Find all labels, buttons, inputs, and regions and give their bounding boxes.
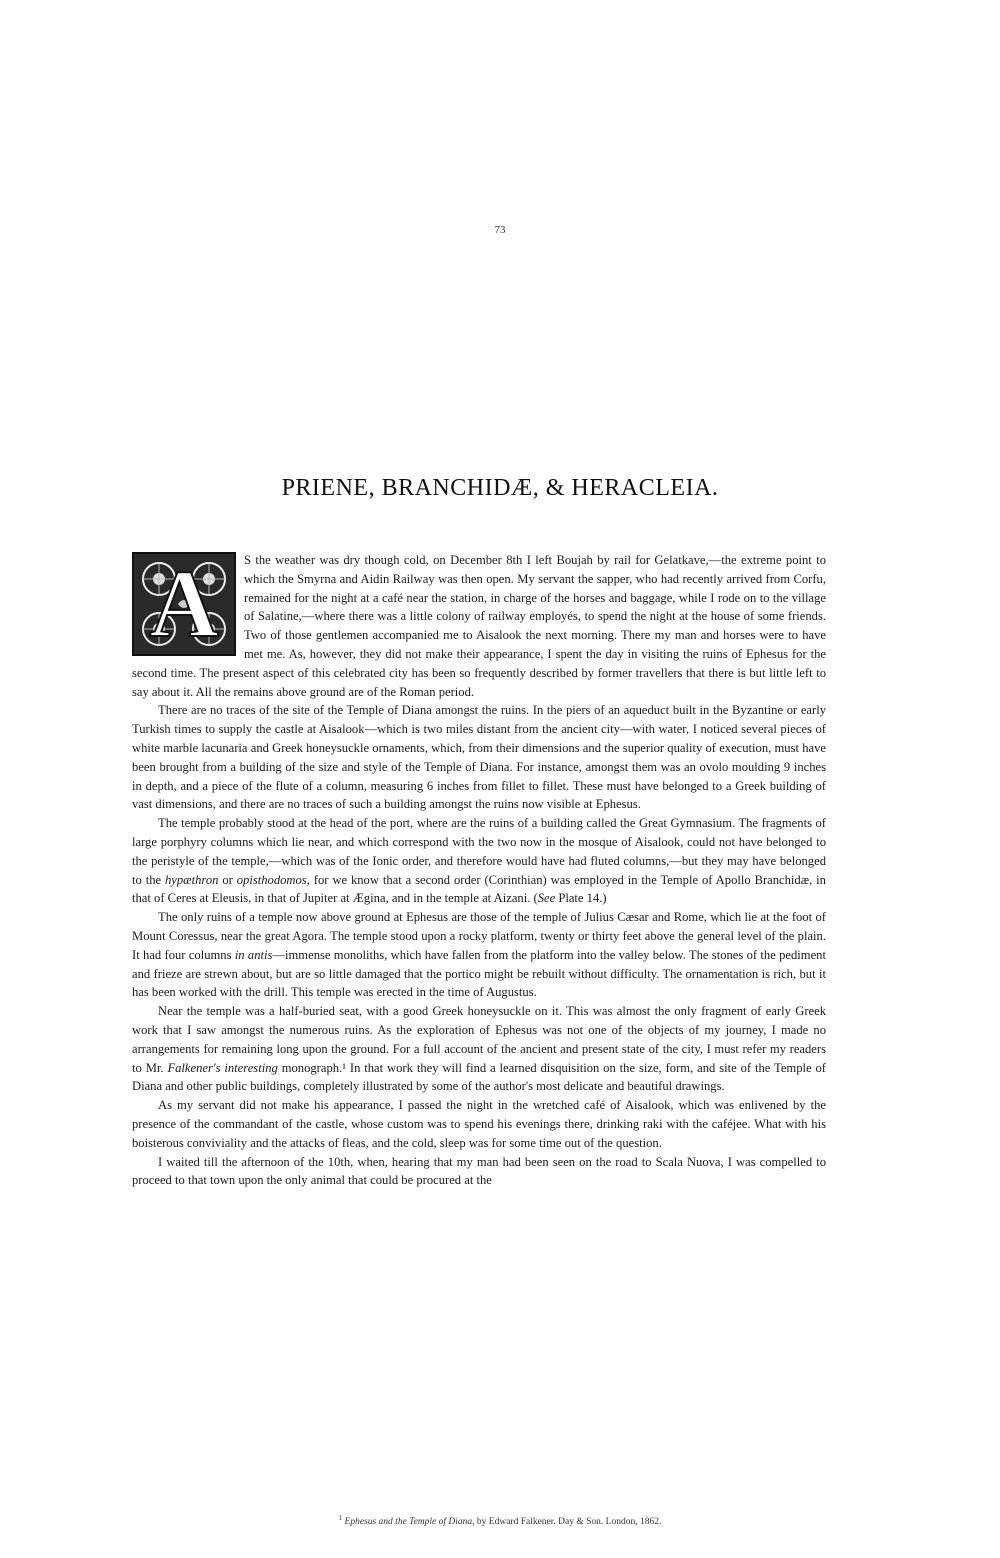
chapter-title: PRIENE, BRANCHIDÆ, & HERACLEIA.: [281, 475, 719, 501]
paragraph-4-text-a: The only ruins of a temple now above ground at Ephesus are those of the temple of Julius Cæsar and Rome, which lie at the foot of Mount Coressus, near the great Agora. The temple stood upon a rocky platform, twenty or thirty feet above the general level of the plain. It had four columns: [132, 910, 826, 962]
footnote: [0, 1514, 1000, 1527]
paragraph-5-text-b: monograph.¹ In that work they will find a learned disquisition on the size, form, and site of the Temple of Diana and other public buildings, completely illustrated by some of the author's most delicate and beautiful drawings.: [132, 1060, 826, 1094]
paragraph-3-italic-a: hypæthron: [165, 872, 219, 887]
paragraph-4-text-b: —immense monoliths, which have fallen from the platform into the valley below. The stones of the pediment and frieze are strewn about, but are so little damaged that the portico might be rebuilt without difficulty. The ornamentation is rich, but it has been worked with the drill. This temple was erected in the time of Augustus.: [132, 947, 826, 1000]
paragraph-5-italic-a: Falkener's interesting: [167, 1060, 278, 1075]
page-number: 73: [494, 224, 506, 236]
paragraph-3-italic-c: See: [537, 891, 556, 906]
paragraph-5: [132, 1002, 826, 1096]
paragraph-3-text-a: The temple probably stood at the head of the port, where are the ruins of a building called the Great Gymnasium. The fragments of large porphyry columns which lie near, and which correspond with the two now in the mosque of Aisalook, could not have belonged to the peristyle of the temple,—which was of the Ionic order, and therefore would have had fluted columns,—but they may have belonged to the: [132, 816, 826, 887]
footnote-title: Ephesus and the Temple of Diana,: [344, 1517, 475, 1528]
paragraph-3: [132, 814, 826, 908]
body-text: [132, 551, 826, 1190]
paragraph-1-text: S the weather was dry though cold, on December 8th I left Boujah by rail for Gelatkave,—the extreme point to which the Smyrna and Aidin Railway was then open. My servant the sapper, who had recently arrived from Corfu, remained for the night at a café near the station, in charge of the horses and baggage, while I rode on to the village of Salatine,—where there was a little colony of railway employés, to spend the night at the house of some friends. Two of those gentlemen accompanied me to Aisalook the next morning. There my man and horses were to have met me. As, however, they did not make their appearance, I spent the day in visiting the ruins of Ephesus for the second time. The present aspect of this celebrated city has been so frequently described by former travellers that there is but little left to say about it. All the remains above ground are of the Roman period.: [132, 553, 826, 699]
drop-cap-ornament: [132, 552, 236, 656]
paragraph-3-text-c: for we know that a second order (Corinthian) was employed in the Temple of Apollo Branchidæ, in that of Ceres at Eleusis, in that of Jupiter at Ægina, and in the temple at Aizani. (: [132, 872, 826, 906]
drop-cap-letter: A: [149, 550, 219, 657]
footnote-marker: 1: [338, 1514, 343, 1522]
paragraph-3-text-b: or: [218, 872, 237, 887]
paragraph-4: [132, 908, 826, 1002]
paragraph-1: [132, 551, 826, 701]
paragraph-2: There are no traces of the site of the Temple of Diana amongst the ruins. In the piers of an aqueduct built in the Byzantine or early Turkish times to supply the castle at Aisalook—which is two miles distant from the ancient city—with water, I noticed several pieces of white marble lacunaria and Greek honeysuckle ornaments, which, from their dimensions and the superior quality of execution, must have been brought from a building of the size and style of the Temple of Diana. For instance, amongst them was an ovolo moulding 9 inches in depth, and a piece of the flute of a column, measuring 6 inches from fillet to fillet. These must have belonged to a Greek building of vast dimensions, and there are no traces of such a building amongst the ruins now visible at Ephesus.: [132, 703, 826, 812]
paragraph-5-text-a: Near the temple was a half-buried seat, with a good Greek honeysuckle on it. This was almost the only fragment of early Greek work that I saw amongst the numerous ruins. As the exploration of Ephesus was not one of the objects of my journey, I made no arrangements for remaining long upon the ground. For a full account of the ancient and present state of the city, I must refer my readers to Mr.: [132, 1004, 826, 1075]
paragraph-7: I waited till the afternoon of the 10th, when, hearing that my man had been seen on the road to Scala Nuova, I was compelled to proceed to that town upon the only animal that could be procured at the: [132, 1154, 826, 1188]
paragraph-6: As my servant did not make his appearance, I passed the night in the wretched café of Aisalook, which was enlivened by the presence of the commandant of the castle, whose custom was to spend his evenings there, drinking raki with the caféjee. What with his boisterous conviviality and the attacks of fleas, and the cold, sleep was for some time out of the question.: [132, 1098, 826, 1150]
paragraph-3-italic-b: opisthodomos,: [236, 872, 310, 887]
paragraph-4-italic-a: in antis: [234, 947, 273, 962]
footnote-rest: by Edward Falkener. Day & Son. London, 1862.: [474, 1517, 662, 1528]
paragraph-3-text-d: Plate 14.): [555, 891, 607, 906]
